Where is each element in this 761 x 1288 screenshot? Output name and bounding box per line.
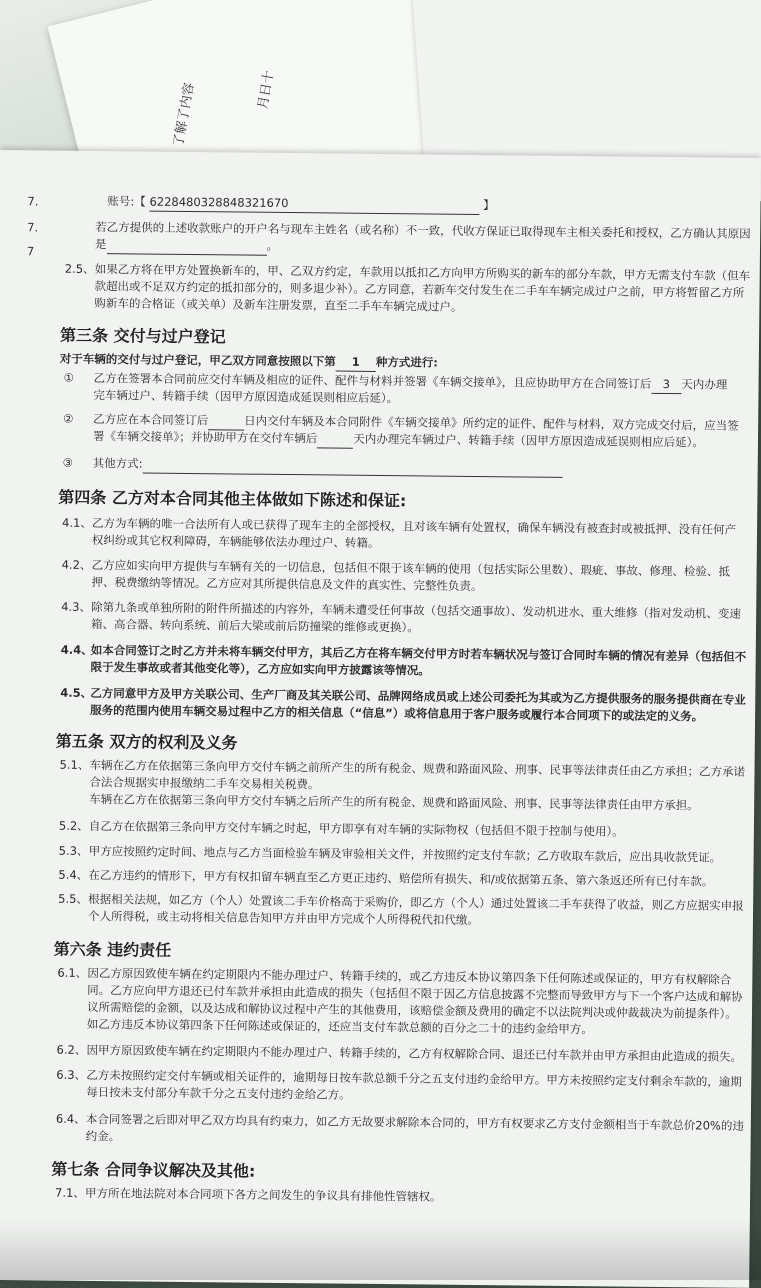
clause-text: 押、税费缴纳等情况。乙方应对其所提供信息及文件的真实性、完整性负责。 <box>91 574 483 594</box>
clause-num: 4.1、 <box>62 515 92 530</box>
section-title: 第四条 乙方对本合同其他主体做如下陈述和保证: <box>58 487 407 511</box>
clause-num: 6.1、 <box>57 965 88 980</box>
section-title: 第五条 双方的权利及义务 <box>55 731 238 753</box>
clause-text: 箱、高合器、转向系统、前后大梁或前后防撞梁的维修或更换）。 <box>90 616 419 635</box>
clause-num: 4.5、 <box>60 685 93 700</box>
clause-text: 自乙方在依据第三条向甲方交付车辆之时起，甲方即享有对车辆的实际物权（包括但不限于控制与使用）。 <box>88 818 624 839</box>
clause-num: 6.3、 <box>56 1067 87 1082</box>
clause-text: 如果乙方将在甲方处置换新车的，甲、乙双方约定，车款用以抵扣乙方向甲方所购买的新车的部分车款，甲方无需支付车款（但车 <box>94 261 751 283</box>
clause-num: 5.5、 <box>58 891 89 906</box>
clause-text: 合法合规据实申报缴纳二手车交易相关税费。 <box>89 774 320 792</box>
clause-text: 在乙方违约的情形下，甲方有权扣留车辆直至乙方更正违约、赔偿所有损失、和/或依据第五条、第六条返还所有已付车款。 <box>88 867 714 889</box>
margin-number: 7. <box>27 194 39 209</box>
date-label: 月日十 <box>255 69 278 111</box>
account-number: 6228480328848321670 <box>149 194 479 215</box>
option-num: ① <box>63 370 75 385</box>
clause-text: 服务的范围内使用车辆交易过程中乙方的相关信息（“信息”）或将信息用于客户服务或履行本合同项下的或法定的义务。 <box>90 702 704 724</box>
bottom-shadow <box>0 1220 761 1280</box>
clause-num: 5.2、 <box>58 818 89 833</box>
clause-text: 车辆在乙方在依据第三条向甲方交付车辆之前所产生的所有税金、规费和路面风险、刑事、民事等法律责任由乙方承担；乙方承诺 <box>89 757 746 779</box>
clause-text: 甲方应按照约定时间、地点与乙方当面检验车辆及审验相关文件，并按照约定支付车款；乙方收取车款后，应出具收款凭证。 <box>88 843 722 865</box>
clause-num: 4.3、 <box>61 599 92 614</box>
account-label: 账号:【 <box>107 194 146 209</box>
clause-num: 4.4、 <box>60 642 93 657</box>
clause-num: 2.5、 <box>64 261 95 276</box>
option-text: 乙方在签署本合同前应交付车辆及相应的证件、配件与材料并签署《车辆交接单》，且应协助甲方在合同签订后 3 天内办理 <box>94 370 728 395</box>
account-line <box>107 193 494 215</box>
option-text: 其他方式: <box>93 455 563 478</box>
owner-note: 若乙方提供的上述收款账户的开户名与现车主姓名（或名称）不一致，代收方保证已取得现车主相关委托和授权，乙方确认其原因 <box>95 220 751 241</box>
delivery-intro: 对于车辆的交付与过户登记，甲乙双方同意按照以下第 1 种方式进行: <box>60 351 438 373</box>
account-close: 】 <box>483 198 495 213</box>
contract-page <box>0 150 761 1288</box>
clause-text: 乙方同意甲方及甲方关联公司、生产厂商及其关联公司、品牌网络成员或上述公司委托为其或为乙方提供服务的服务提供商在专业 <box>90 685 746 707</box>
option-num: ② <box>63 411 74 426</box>
clause-text: 权纠纷或其它权利障碍，车辆能够依法办理过户、转籍。 <box>91 532 380 550</box>
clause-text: 乙方应如实向甲方提供与车辆有关的一切信息，包括但不限于该车辆的使用（包括实际公里数）、瑕疵、事故、修理、检验、抵 <box>91 557 730 579</box>
clause-text: 议所需赔偿的金额，以及达成和解协议过程中产生的其他费用，该赔偿金额及费用的确定不以法院判决或仲裁裁决为前提条件）。 <box>86 999 737 1021</box>
clause-num: 5.4、 <box>58 867 89 882</box>
clause-num: 5.3、 <box>58 843 89 858</box>
clause-text: 乙方未按照约定交付车辆或相关证件的，逾期每日按车款总额千分之五支付违约金给甲方。甲方未按照约定支付剩余车款的，逾期 <box>86 1067 742 1089</box>
clause-text: 乙方为车辆的唯一合法所有人或已获得了现车主的全部授权，且对该车辆有处置权，确保车辆没有被查封或被抵押、没有任何产 <box>92 515 737 537</box>
clause-num: 4.2、 <box>61 557 92 572</box>
clause-text: 约金。 <box>85 1128 121 1144</box>
clause-text: 根据相关法规，如乙方（个人）处置该二手车价格高于采购价，即乙方（个人）通过处置该二手车获得了收益，则乙方应据实申报 <box>88 891 744 913</box>
clause-text: 同。乙方应向甲方退还已付车款并承担由此造成的损失（包括但不限于因乙方信息披露不完整而导致甲方与下一个客户达成和解协 <box>87 982 743 1004</box>
section-title: 第六条 违约责任 <box>53 939 172 960</box>
clause-text: 因乙方原因致使车辆在约定期限内不能办理过户、转籍手续的，或乙方违反本协议第四条下任何陈述或保证的，甲方有权解除合 <box>87 965 732 987</box>
section-title: 第三条 交付与过户登记 <box>59 325 226 347</box>
clause-text: 因甲方原因致使车辆在约定期限内不能办理过户、转籍手续的，乙方有权解除合同、退还已付车款并由甲方承担由此造成的损失。 <box>86 1042 743 1064</box>
clause-num: 6.2、 <box>56 1042 87 1057</box>
section-title: 第七条 合同争议解决及其他: <box>51 1159 256 1181</box>
clause-num: 5.1、 <box>59 757 90 772</box>
clause-text: 购新车的合格证（或关单）及新车注册发票，直至二手车车辆完成过户。 <box>94 295 463 314</box>
clause-text: 甲方所在地法院对本合同项下各方之间发生的争议具有排他性管辖权。 <box>85 1185 442 1204</box>
owner-reason: 是 。 <box>95 236 278 256</box>
clause-text: 款超出或不足双方约定的抵扣部分的，则多退少补）。乙方同意，若新车交付发生在二手车车辆完成过户之前，甲方将暂留乙方所 <box>94 278 745 300</box>
option-text: 署《车辆交接单》；并协助甲方在交付车辆后 天内办理完车辆过户、转籍手续（因甲方原因造成延误则相应后延）。 <box>92 428 705 450</box>
clause-text: 车辆在乙方在依据第三条向甲方交付车辆之后所产生的所有税金、规费和路面风险、刑事、民事等法律责任由甲方承担。 <box>89 791 699 813</box>
option-text: 乙方应在本合同签订后 日内交付车辆及本合同附件《车辆交接单》所约定的证件、配件与材料，双方完成交付后，应当签 <box>93 411 739 433</box>
option-num: ③ <box>62 455 74 470</box>
clause-text: 如本合同签订之时乙方并未将车辆交付甲方，其后乙方在将车辆交付甲方时若车辆状况与签订合同时车辆的情况有差异（包括但不 <box>90 642 747 664</box>
clause-text: 每日按未支付部分车款千分之五支付违约金给乙方。 <box>86 1084 351 1102</box>
clause-text: 本合同签署之后即对甲乙双方均具有约束力，如乙方无故要求解除本合同的，甲方有权要求乙方支付金额相当于车款总价20%的违 <box>85 1111 744 1133</box>
option-text: 完车辆过户、转籍手续（因甲方原因造成延误则相应后延）。 <box>93 387 399 406</box>
clause-num: 7.1、 <box>55 1185 85 1200</box>
side-text: 了解了内容 <box>171 81 198 149</box>
clause-text: 如乙方违反本协议第四条下任何陈述或保证的，还应当支付车款总额的百分之二十的违约金给甲方。 <box>86 1016 593 1037</box>
clause-text: 限于发生事故或者其他变化等），乙方应如实向甲方披露该等情况。 <box>90 659 430 678</box>
clause-text: 除第九条或单独所附的附件所描述的内容外，车辆未遭受任何事故（包括交通事故）、发动机进水、重大维修（指对发动机、变速 <box>91 599 742 621</box>
clause-text: 个人所得税，或主动将相关信息告知甲方并由甲方完成个人所得税代扣代缴。 <box>87 908 480 928</box>
clause-num: 6.4、 <box>55 1111 86 1126</box>
margin-number: 7. <box>27 220 39 235</box>
margin-number: 7 <box>26 244 35 259</box>
